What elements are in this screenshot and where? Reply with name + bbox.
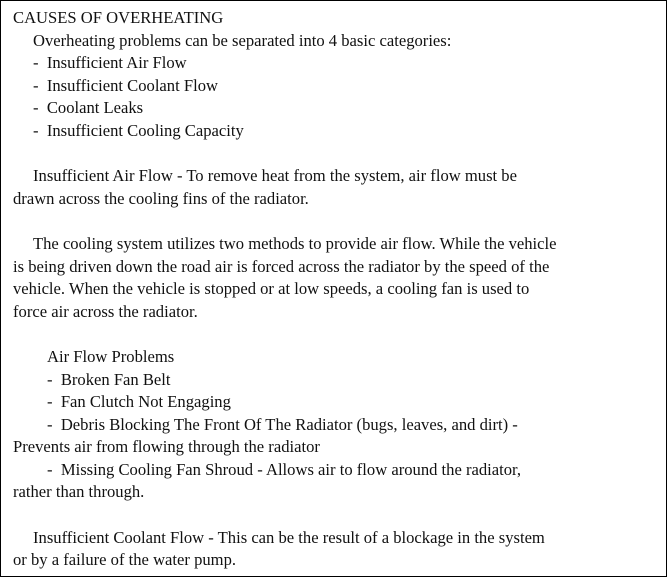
problem-item-continuation: Prevents air from flowing through the radiator	[13, 437, 320, 457]
problem-item-continuation: rather than through.	[13, 482, 145, 502]
intro-text: Overheating problems can be separated into 4 basic categories:	[33, 30, 452, 50]
problem-item: - Fan Clutch Not Engaging	[47, 392, 231, 412]
page-title: CAUSES OF OVERHEATING	[13, 8, 224, 27]
category-item: - Insufficient Cooling Capacity	[33, 120, 244, 140]
cooling-paragraph-line: The cooling system utilizes two methods to provide air flow. While the vehicle	[33, 233, 557, 253]
air-flow-problems-heading: Air Flow Problems	[47, 346, 175, 366]
blank-line	[13, 210, 658, 233]
air-flow-paragraph-line: Insufficient Air Flow - To remove heat from the system, air flow must be	[33, 166, 517, 186]
category-item: - Insufficient Coolant Flow	[33, 75, 218, 95]
blank-line	[13, 143, 658, 166]
problem-item: - Missing Cooling Fan Shroud - Allows air to flow around the radiator,	[47, 459, 522, 479]
blank-line	[13, 504, 658, 527]
cooling-paragraph-line: force air across the radiator.	[13, 301, 198, 321]
document-body	[13, 7, 658, 572]
coolant-paragraph-line: or by a failure of the water pump.	[13, 550, 237, 570]
category-item: - Insufficient Air Flow	[33, 53, 187, 73]
blank-line	[13, 323, 658, 346]
coolant-paragraph-line: Insufficient Coolant Flow - This can be the result of a blockage in the system	[33, 527, 545, 547]
problem-item: - Broken Fan Belt	[47, 369, 171, 389]
air-flow-paragraph-line: drawn across the cooling fins of the radiator.	[13, 188, 309, 208]
cooling-paragraph-line: is being driven down the road air is forced across the radiator by the speed of the	[13, 256, 550, 276]
cooling-paragraph-line: vehicle. When the vehicle is stopped or at low speeds, a cooling fan is used to	[13, 279, 530, 299]
category-item: - Coolant Leaks	[33, 98, 144, 118]
problem-item: - Debris Blocking The Front Of The Radiator (bugs, leaves, and dirt) -	[47, 414, 518, 434]
